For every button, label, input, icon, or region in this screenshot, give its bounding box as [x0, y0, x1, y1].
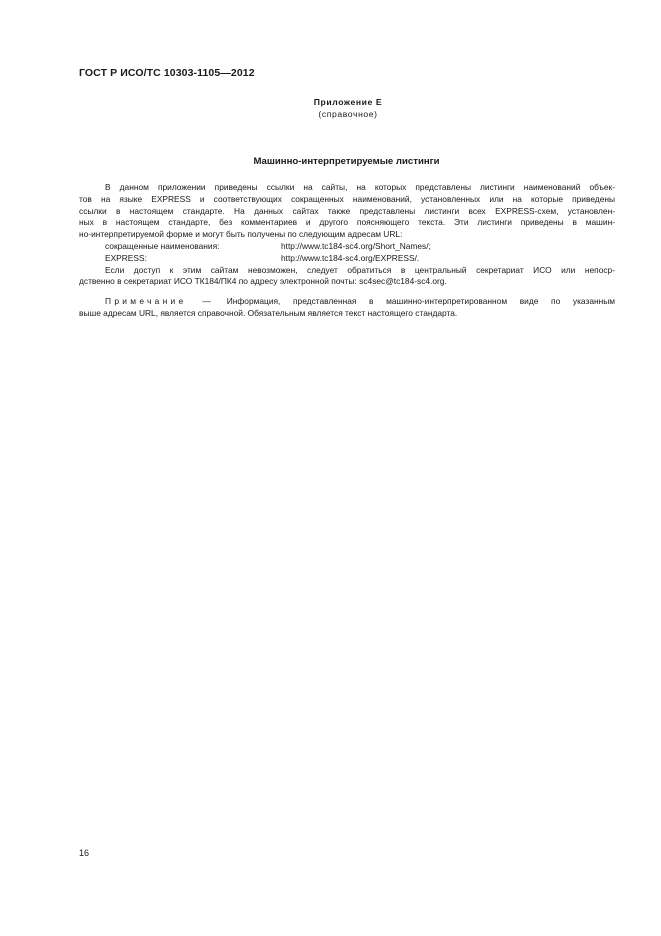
note-block — [79, 296, 615, 320]
section-title: Машинно-интерпретируемые листинги — [253, 156, 440, 167]
note-label: Примечание — — [105, 296, 215, 307]
paragraph-line: ных в настоящем стандарте, без комментариев и другого поясняющего текста. Эти листинги приведены в машин- — [79, 217, 615, 228]
body-text — [79, 182, 615, 320]
note-line — [79, 296, 615, 308]
note-line: выше адресам URL, является справочной. Обязательным является текст настоящего стандарта. — [79, 307, 458, 318]
paragraph-line: дственно в секретариат ИСО ТК184/ПК4 по адресу электронной почты: sc4sec@tc184-sc4.org. — [79, 276, 447, 287]
paragraph-line: но-интерпретируемой форме и могут быть получены по следующим адресам URL: — [79, 229, 403, 240]
paragraph-line: тов на языке EXPRESS и соответствующих сокращенных наименований, установленных или на которые приведены — [79, 193, 615, 204]
url-label: сокращенные наименования: — [105, 240, 220, 251]
note-text: Информация, представленная в машинно-интерпретированном виде по указанным — [226, 296, 616, 307]
url-row-express — [79, 253, 615, 265]
url-row-short-names — [79, 241, 615, 253]
annex-title: Приложение Е — [313, 97, 383, 107]
url-link[interactable]: http://www.tc184-sc4.org/EXPRESS/. — [281, 252, 420, 263]
paragraph-line: ссылки в настоящем стандарте. На данных сайтах также представлены листинги всех EXPRESS-схем, установлен- — [79, 205, 615, 216]
paragraph-line: В данном приложении приведены ссылки на сайты, на которых представлены листинги наименований объек- — [105, 182, 615, 192]
document-code: ГОСТ Р ИСО/ТС 10303-1105—2012 — [79, 67, 255, 79]
page-number: 16 — [79, 848, 90, 858]
annex-subtitle: (справочное) — [318, 109, 378, 119]
paragraph-line: Если доступ к этим сайтам невозможен, следует обратиться в центральный секретариат ИСО или непоср- — [105, 264, 615, 275]
url-link[interactable]: http://www.tc184-sc4.org/Short_Names/; — [281, 240, 431, 251]
url-label: EXPRESS: — [105, 252, 147, 263]
